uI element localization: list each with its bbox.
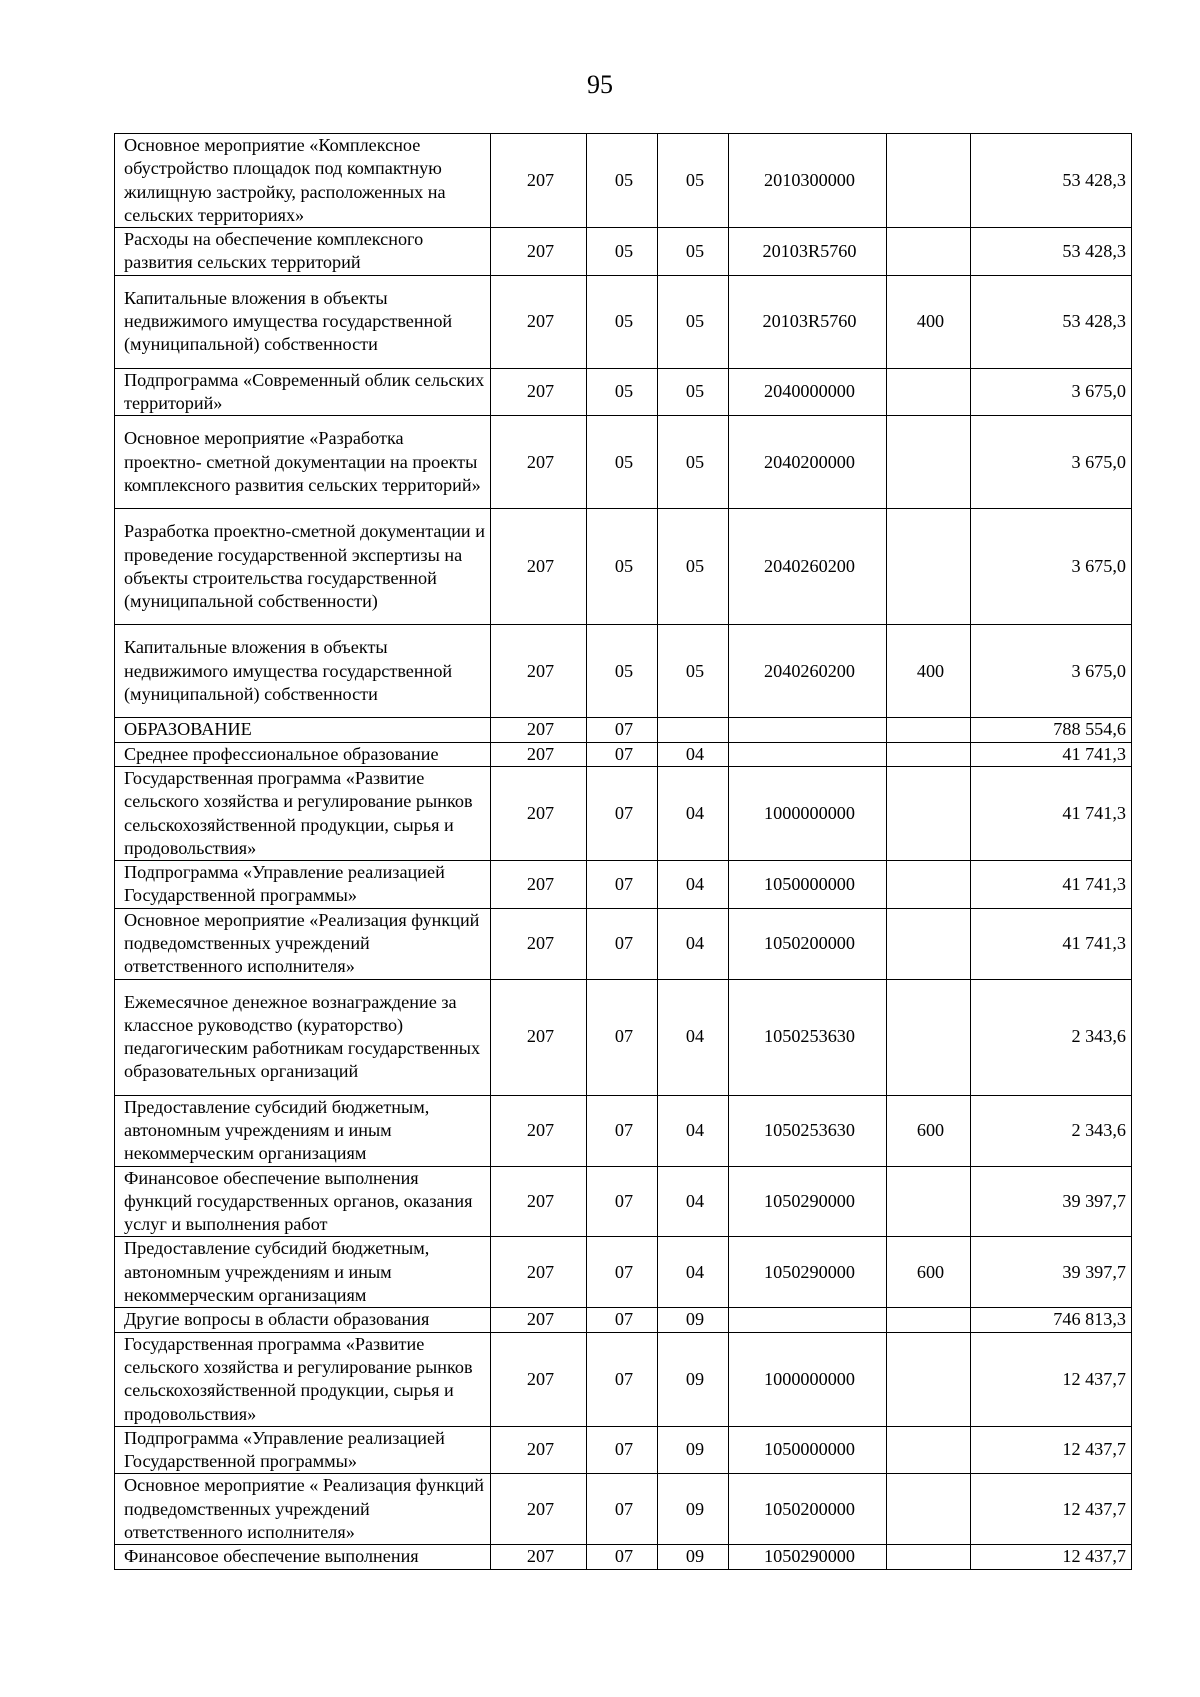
ministry-code-cell: 207 <box>491 134 587 228</box>
ministry-code-cell: 207 <box>491 625 587 718</box>
target-article-cell: 2040260200 <box>729 625 887 718</box>
expense-type-cell <box>887 228 971 276</box>
section-code-cell: 07 <box>587 908 658 979</box>
row-name-cell: ОБРАЗОВАНИЕ <box>115 718 491 742</box>
ministry-code-cell: 207 <box>491 1474 587 1545</box>
section-code-cell: 05 <box>587 416 658 509</box>
target-article-cell: 1050253630 <box>729 979 887 1095</box>
ministry-code-cell: 207 <box>491 979 587 1095</box>
target-article-cell: 1050000000 <box>729 1426 887 1474</box>
expense-type-cell <box>887 1545 971 1569</box>
row-name-cell: Другие вопросы в области образования <box>115 1308 491 1332</box>
expense-type-cell <box>887 368 971 416</box>
subsection-code-cell <box>658 718 729 742</box>
row-name-cell: Финансовое обеспечение выполнения функций государственных органов, оказания услуг и выполнения работ <box>115 1166 491 1237</box>
section-code-cell: 07 <box>587 861 658 909</box>
subsection-code-cell: 05 <box>658 625 729 718</box>
expense-type-cell: 600 <box>887 1095 971 1166</box>
section-code-cell: 07 <box>587 1308 658 1332</box>
amount-cell: 39 397,7 <box>971 1166 1132 1237</box>
row-name-cell: Государственная программа «Развитие сельского хозяйства и регулирование рынков сельскохозяйственной продукции, сырья и продовольствия» <box>115 766 491 860</box>
subsection-code-cell: 04 <box>658 908 729 979</box>
table-row <box>115 416 1132 509</box>
ministry-code-cell: 207 <box>491 908 587 979</box>
subsection-code-cell: 05 <box>658 509 729 625</box>
ministry-code-cell: 207 <box>491 275 587 368</box>
subsection-code-cell: 05 <box>658 368 729 416</box>
table-row <box>115 861 1132 909</box>
section-code-cell: 07 <box>587 1332 658 1426</box>
amount-cell: 41 741,3 <box>971 908 1132 979</box>
ministry-code-cell: 207 <box>491 1426 587 1474</box>
row-name-cell: Основное мероприятие «Разработка проектно- сметной документации на проекты комплексного развития сельских территорий» <box>115 416 491 509</box>
subsection-code-cell: 04 <box>658 766 729 860</box>
section-code-cell: 07 <box>587 1095 658 1166</box>
ministry-code-cell: 207 <box>491 368 587 416</box>
target-article-cell: 20103R5760 <box>729 228 887 276</box>
expense-type-cell <box>887 1308 971 1332</box>
table-row <box>115 1237 1132 1308</box>
row-name-cell: Среднее профессиональное образование <box>115 742 491 766</box>
table-row <box>115 766 1132 860</box>
ministry-code-cell: 207 <box>491 1237 587 1308</box>
subsection-code-cell: 09 <box>658 1332 729 1426</box>
section-code-cell: 07 <box>587 1426 658 1474</box>
ministry-code-cell: 207 <box>491 1308 587 1332</box>
ministry-code-cell: 207 <box>491 742 587 766</box>
expense-type-cell: 600 <box>887 1237 971 1308</box>
target-article-cell: 1050200000 <box>729 1474 887 1545</box>
target-article-cell <box>729 718 887 742</box>
amount-cell: 788 554,6 <box>971 718 1132 742</box>
expense-type-cell <box>887 908 971 979</box>
section-code-cell: 05 <box>587 275 658 368</box>
ministry-code-cell: 207 <box>491 509 587 625</box>
section-code-cell: 07 <box>587 979 658 1095</box>
section-code-cell: 05 <box>587 134 658 228</box>
ministry-code-cell: 207 <box>491 228 587 276</box>
section-code-cell: 07 <box>587 1166 658 1237</box>
section-code-cell: 05 <box>587 228 658 276</box>
section-code-cell: 05 <box>587 509 658 625</box>
amount-cell: 3 675,0 <box>971 509 1132 625</box>
expense-type-cell <box>887 416 971 509</box>
ministry-code-cell: 207 <box>491 1545 587 1569</box>
subsection-code-cell: 05 <box>658 416 729 509</box>
subsection-code-cell: 09 <box>658 1426 729 1474</box>
amount-cell: 746 813,3 <box>971 1308 1132 1332</box>
section-code-cell: 07 <box>587 718 658 742</box>
subsection-code-cell: 04 <box>658 742 729 766</box>
ministry-code-cell: 207 <box>491 1332 587 1426</box>
budget-table <box>114 133 1132 1570</box>
row-name-cell: Основное мероприятие « Реализация функций подведомственных учреждений ответственного исполнителя» <box>115 1474 491 1545</box>
target-article-cell: 1050253630 <box>729 1095 887 1166</box>
target-article-cell: 2040000000 <box>729 368 887 416</box>
expense-type-cell <box>887 134 971 228</box>
expense-type-cell <box>887 1166 971 1237</box>
expense-type-cell <box>887 1474 971 1545</box>
subsection-code-cell: 04 <box>658 1166 729 1237</box>
subsection-code-cell: 05 <box>658 228 729 276</box>
row-name-cell: Подпрограмма «Современный облик сельских территорий» <box>115 368 491 416</box>
subsection-code-cell: 05 <box>658 275 729 368</box>
expense-type-cell <box>887 1426 971 1474</box>
amount-cell: 3 675,0 <box>971 416 1132 509</box>
table-row <box>115 1308 1132 1332</box>
expense-type-cell <box>887 718 971 742</box>
subsection-code-cell: 04 <box>658 1237 729 1308</box>
table-row <box>115 1474 1132 1545</box>
target-article-cell <box>729 742 887 766</box>
expense-type-cell <box>887 509 971 625</box>
row-name-cell: Подпрограмма «Управление реализацией Государственной программы» <box>115 1426 491 1474</box>
ministry-code-cell: 207 <box>491 416 587 509</box>
amount-cell: 12 437,7 <box>971 1426 1132 1474</box>
section-code-cell: 07 <box>587 1237 658 1308</box>
ministry-code-cell: 207 <box>491 718 587 742</box>
table-row <box>115 1426 1132 1474</box>
row-name-cell: Основное мероприятие «Реализация функций подведомственных учреждений ответственного исполнителя» <box>115 908 491 979</box>
table-row <box>115 1166 1132 1237</box>
amount-cell: 41 741,3 <box>971 766 1132 860</box>
amount-cell: 3 675,0 <box>971 368 1132 416</box>
subsection-code-cell: 05 <box>658 134 729 228</box>
target-article-cell <box>729 1308 887 1332</box>
section-code-cell: 07 <box>587 1474 658 1545</box>
expense-type-cell <box>887 766 971 860</box>
expense-type-cell <box>887 1332 971 1426</box>
table-row <box>115 979 1132 1095</box>
subsection-code-cell: 04 <box>658 861 729 909</box>
table-row <box>115 908 1132 979</box>
amount-cell: 2 343,6 <box>971 1095 1132 1166</box>
table-row <box>115 742 1132 766</box>
section-code-cell: 05 <box>587 368 658 416</box>
table-row <box>115 1095 1132 1166</box>
table-row <box>115 718 1132 742</box>
section-code-cell: 07 <box>587 1545 658 1569</box>
amount-cell: 53 428,3 <box>971 134 1132 228</box>
table-row <box>115 1545 1132 1569</box>
target-article-cell: 1050290000 <box>729 1237 887 1308</box>
amount-cell: 12 437,7 <box>971 1474 1132 1545</box>
row-name-cell: Основное мероприятие «Комплексное обустройство площадок под компактную жилищную застройку, расположенных на сельских территориях» <box>115 134 491 228</box>
table-row <box>115 509 1132 625</box>
expense-type-cell <box>887 742 971 766</box>
section-code-cell: 05 <box>587 625 658 718</box>
subsection-code-cell: 04 <box>658 1095 729 1166</box>
amount-cell: 12 437,7 <box>971 1332 1132 1426</box>
target-article-cell: 1050290000 <box>729 1545 887 1569</box>
ministry-code-cell: 207 <box>491 1095 587 1166</box>
row-name-cell: Ежемесячное денежное вознаграждение за классное руководство (кураторство) педагогическим работникам государственных образовательных организаций <box>115 979 491 1095</box>
row-name-cell: Расходы на обеспечение комплексного развития сельских территорий <box>115 228 491 276</box>
table-row <box>115 625 1132 718</box>
table-row <box>115 1332 1132 1426</box>
target-article-cell: 20103R5760 <box>729 275 887 368</box>
target-article-cell: 1050290000 <box>729 1166 887 1237</box>
target-article-cell: 1050000000 <box>729 861 887 909</box>
table-row <box>115 368 1132 416</box>
subsection-code-cell: 09 <box>658 1474 729 1545</box>
expense-type-cell <box>887 861 971 909</box>
subsection-code-cell: 09 <box>658 1308 729 1332</box>
table-body <box>115 134 1132 1570</box>
row-name-cell: Разработка проектно-сметной документации и проведение государственной экспертизы на объекты строительства государственной (муниципальной собственности) <box>115 509 491 625</box>
page-number: 95 <box>587 70 613 99</box>
target-article-cell: 1000000000 <box>729 1332 887 1426</box>
amount-cell: 53 428,3 <box>971 275 1132 368</box>
amount-cell: 41 741,3 <box>971 861 1132 909</box>
row-name-cell: Государственная программа «Развитие сельского хозяйства и регулирование рынков сельскохозяйственной продукции, сырья и продовольствия» <box>115 1332 491 1426</box>
ministry-code-cell: 207 <box>491 1166 587 1237</box>
amount-cell: 12 437,7 <box>971 1545 1132 1569</box>
section-code-cell: 07 <box>587 742 658 766</box>
target-article-cell: 2040200000 <box>729 416 887 509</box>
target-article-cell: 1000000000 <box>729 766 887 860</box>
target-article-cell: 2010300000 <box>729 134 887 228</box>
table-row <box>115 134 1132 228</box>
expense-type-cell: 400 <box>887 275 971 368</box>
expense-type-cell: 400 <box>887 625 971 718</box>
target-article-cell: 2040260200 <box>729 509 887 625</box>
ministry-code-cell: 207 <box>491 766 587 860</box>
amount-cell: 2 343,6 <box>971 979 1132 1095</box>
expense-type-cell <box>887 979 971 1095</box>
amount-cell: 41 741,3 <box>971 742 1132 766</box>
ministry-code-cell: 207 <box>491 861 587 909</box>
row-name-cell: Капитальные вложения в объекты недвижимого имущества государственной (муниципальной) собственности <box>115 275 491 368</box>
section-code-cell: 07 <box>587 766 658 860</box>
table-row <box>115 275 1132 368</box>
amount-cell: 3 675,0 <box>971 625 1132 718</box>
amount-cell: 53 428,3 <box>971 228 1132 276</box>
row-name-cell: Капитальные вложения в объекты недвижимого имущества государственной (муниципальной) собственности <box>115 625 491 718</box>
row-name-cell: Предоставление субсидий бюджетным, автономным учреждениям и иным некоммерческим организациям <box>115 1237 491 1308</box>
row-name-cell: Предоставление субсидий бюджетным, автономным учреждениям и иным некоммерческим организациям <box>115 1095 491 1166</box>
amount-cell: 39 397,7 <box>971 1237 1132 1308</box>
row-name-cell: Финансовое обеспечение выполнения <box>115 1545 491 1569</box>
row-name-cell: Подпрограмма «Управление реализацией Государственной программы» <box>115 861 491 909</box>
target-article-cell: 1050200000 <box>729 908 887 979</box>
subsection-code-cell: 09 <box>658 1545 729 1569</box>
table-row <box>115 228 1132 276</box>
subsection-code-cell: 04 <box>658 979 729 1095</box>
